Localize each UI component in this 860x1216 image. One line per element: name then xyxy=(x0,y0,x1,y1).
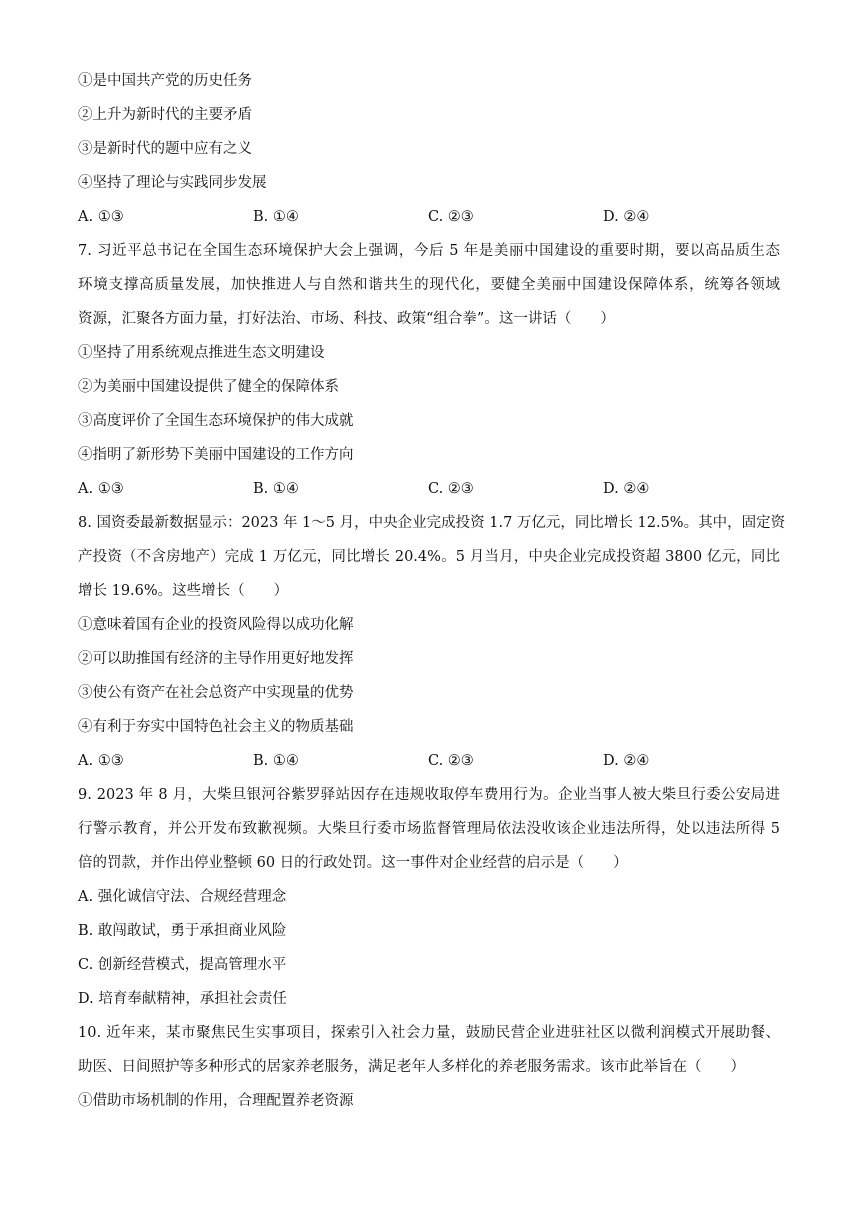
statement: ①是中国共产党的历史任务 xyxy=(78,73,252,89)
stem-line: 10. 近年来，某市聚焦民生实事项目，探索引入社会力量，鼓励民营企业进驻社区以微利润模式开展助餐、 xyxy=(78,1025,780,1041)
statement: ④坚持了理论与实践同步发展 xyxy=(78,175,267,191)
stem-line: 增长 19.6%。这些增长（ ） xyxy=(78,583,289,599)
stem-line: 倍的罚款，并作出停业整顿 60 日的行政处罚。这一事件对企业经营的启示是（ ） xyxy=(78,855,628,871)
option-b: B. ①④ xyxy=(253,481,299,497)
statement: ④有利于夯实中国特色社会主义的物质基础 xyxy=(78,719,354,735)
stem-line: 9. 2023 年 8 月，大柴旦银河谷紫罗驿站因存在违规收取停车费用行为。企业当事人被大柴旦行委公安局进 xyxy=(78,787,780,803)
option-c: C. ②③ xyxy=(428,481,474,497)
option-c: C. ②③ xyxy=(428,209,474,225)
stem-line: 环境支撑高质量发展，加快推进人与自然和谐共生的现代化，要健全美丽中国建设保障体系，统筹各领域 xyxy=(78,277,780,293)
q10-stem xyxy=(78,1016,780,1084)
statement: ①借助市场机制的作用，合理配置养老资源 xyxy=(78,1093,354,1109)
q7-statements xyxy=(78,336,780,472)
q9-options xyxy=(78,880,780,1016)
q8-options xyxy=(78,744,780,778)
option-c: C. 创新经营模式，提高管理水平 xyxy=(78,957,287,973)
option-d: D. ②④ xyxy=(603,753,650,769)
option-b: B. 敢闯敢试，勇于承担商业风险 xyxy=(78,923,287,939)
q10-statements xyxy=(78,1084,780,1118)
q8-statements xyxy=(78,608,780,744)
statement: ①意味着国有企业的投资风险得以成功化解 xyxy=(78,617,354,633)
q9-stem xyxy=(78,778,780,880)
stem-line: 行警示教育，并公开发布致歉视频。大柴旦行委市场监督管理局依法没收该企业违法所得，处以违法所得 5 xyxy=(78,821,780,837)
option-a: A. ①③ xyxy=(78,209,124,225)
option-a: A. ①③ xyxy=(78,481,124,497)
statement: ③高度评价了全国生态环境保护的伟大成就 xyxy=(78,413,354,429)
statement: ②可以助推国有经济的主导作用更好地发挥 xyxy=(78,651,354,667)
q7-options xyxy=(78,472,780,506)
q8-stem xyxy=(78,506,786,608)
statement: ②为美丽中国建设提供了健全的保障体系 xyxy=(78,379,339,395)
option-b: B. ①④ xyxy=(253,209,299,225)
q7-stem xyxy=(78,234,780,336)
option-d: D. 培育奉献精神，承担社会责任 xyxy=(78,991,287,1007)
exam-page xyxy=(78,64,786,1118)
statement: ③使公有资产在社会总资产中实现量的优势 xyxy=(78,685,354,701)
q6-statements xyxy=(78,64,780,200)
statement: ④指明了新形势下美丽中国建设的工作方向 xyxy=(78,447,354,463)
statement: ①坚持了用系统观点推进生态文明建设 xyxy=(78,345,325,361)
option-d: D. ②④ xyxy=(603,481,650,497)
stem-line: 8. 国资委最新数据显示：2023 年 1～5 月，中央企业完成投资 1.7 万亿元，同比增长 12.5%。其中，固定资 xyxy=(78,515,786,531)
stem-line: 7. 习近平总书记在全国生态环境保护大会上强调，今后 5 年是美丽中国建设的重要时期，要以高品质生态 xyxy=(78,243,780,259)
option-a: A. ①③ xyxy=(78,753,124,769)
stem-line: 助医、日间照护等多种形式的居家养老服务，满足老年人多样化的养老服务需求。该市此举旨在（ ） xyxy=(78,1059,745,1075)
stem-line: 产投资（不含房地产）完成 1 万亿元，同比增长 20.4%。5 月当月，中央企业完成投资超 3800 亿元，同比 xyxy=(78,549,780,565)
q6-options xyxy=(78,200,780,234)
option-b: B. ①④ xyxy=(253,753,299,769)
stem-line: 资源，汇聚各方面力量，打好法治、市场、科技、政策“组合拳”。这一讲话（ ） xyxy=(78,311,615,327)
option-a: A. 强化诚信守法、合规经营理念 xyxy=(78,889,287,905)
option-c: C. ②③ xyxy=(428,753,474,769)
statement: ③是新时代的题中应有之义 xyxy=(78,141,252,157)
statement: ②上升为新时代的主要矛盾 xyxy=(78,107,252,123)
option-d: D. ②④ xyxy=(603,209,650,225)
